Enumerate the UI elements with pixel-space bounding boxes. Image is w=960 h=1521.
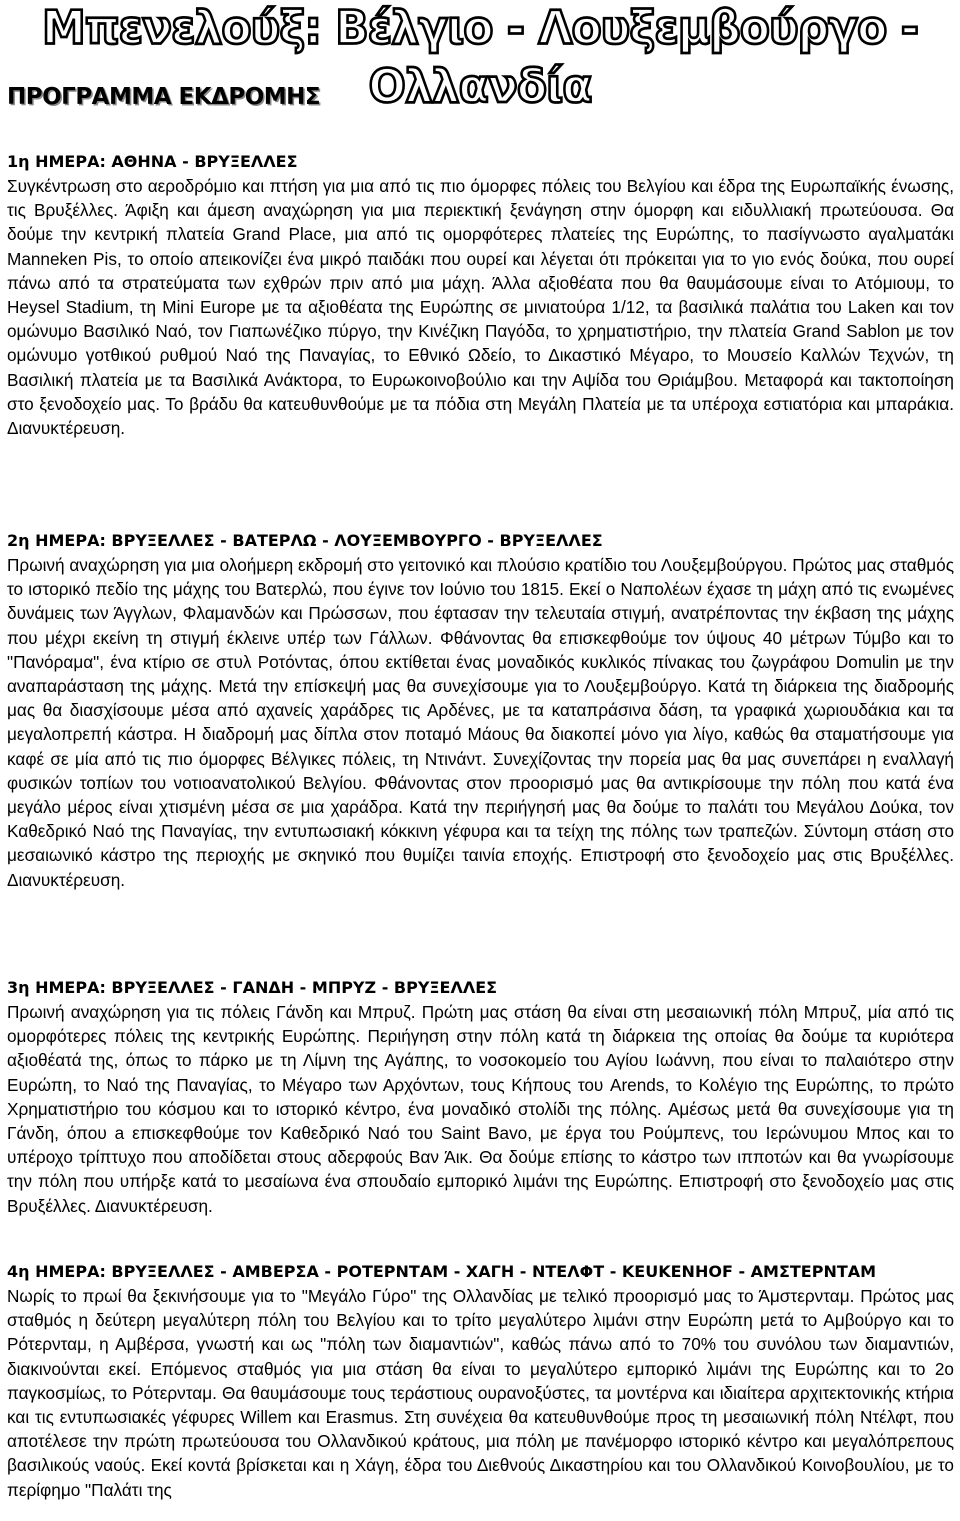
day-description: Νωρίς το πρωί θα ξεκινήσουμε για το "Μεγάλο Γύρο" της Ολλανδίας με τελικό προορισμό μας το Άμστερνταμ. Πρώτος μας σταθμός η δεύτερη μεγαλύτερη πόλη του Βελγίου και το τρίτο μεγαλύτερο λιμάνι στην Ευρώπη μετά το Αμβούργο και το Ρότερνταμ, η Αμβέρσα, γνωστή και ως "πόλη των διαμαντιών", καθώς πάνω από το 70% του συνόλου των διαμαντιών, διακινούνται εκεί. Επόμενος σταθμός για μια στάση θα είναι το μεγαλύτερο εμπορικό λιμάνι της Ευρώπης και το 2ο παγκοσμίως, το Ρότερνταμ. Θα θαυμάσουμε τους τεράστιους ουρανοξύστες, τα μοντέρνα και ιδιαίτερα αρχιτεκτονικής κτήρια και τις εντυπωσιακές γέφυρες Willem και Erasmus. Στη συνέχεια θα κατευθυνθούμε προς τη μεσαιωνική πόλη Ντέλφτ, που αποτέλεσε την πρώτη πρωτεύουσα του Ολλανδικού κράτους, μια πόλη με πανέμορφο ιστορικό κέντρο και μεγαλόπρεπους βασιλικούς ναούς. Εκεί κοντά βρίσκεται και η Χάγη, έδρα του Διεθνούς Δικαστηρίου και του Ολλανδικού Κοινοβουλίου, με το περίφημο "Παλάτι της (7, 1286, 954, 1500)
day-heading: 4η ΗΜΕΡΑ: ΒΡΥΞΕΛΛΕΣ - ΑΜΒΕΡΣΑ - ΡΟΤΕΡΝΤΑΜ - ΧΑΓΗ - ΝΤΕΛΦΤ - KEUKENHOF - ΑΜΣΤΕΡΝΤΑΜ (7, 1262, 877, 1281)
day-section-4 (7, 1260, 954, 1502)
day-section-3 (7, 976, 954, 1218)
day-description: Πρωινή αναχώρηση για τις πόλεις Γάνδη και Μπρυζ. Πρώτη μας στάση θα είναι στη μεσαιωνική πόλη Μπρυζ, μία από τις ομορφότερες πόλεις της κεντρικής Ευρώπης. Περιήγηση στην πόλη κατά τη διάρκεια της οποίας θα δούμε τα κυριότερα αξιοθέατά της, όπως το πάρκο με τη Λίμνη της Αγάπης, το νοσοκομείο του Αγίου Ιωάννη, που είναι το παλαιότερο στην Ευρώπη, το Ναό της Παναγίας, το Μέγαρο των Αρχόντων, τους Κήπους του Arends, το Κολέγιο της Ευρώπης, το πρώτο Χρηματιστήριο του κόσμου και το ιστορικό κέντρο, ένα μοναδικό στολίδι της πόλης. Αμέσως μετά θα συνεχίσουμε για τη Γάνδη, όπου a επισκεφθούμε τον Καθεδρικό Ναό του Saint Bavo, με έργα του Ρούμπενς, του Ιερώνυμου Μπος και το υπέροχο τρίπτυχο που αποδίδεται στους αδερφούς Βαν Άικ. Θα δούμε επίσης το κάστρο των ιπποτών και θα γνωρίσουμε την πόλη που υπήρξε κατά το μεσαίωνα ένα σπουδαίο εμπορικό λιμάνι της Ευρώπης. Επιστροφή στο ξενοδοχείο μας στις Βρυξέλλες. Διανυκτέρευση. (7, 1002, 954, 1216)
document-title: Μπενελούξ: Βέλγιο - Λουξεμβούργο - Ολλανδία (42, 1, 918, 114)
day-description: Πρωινή αναχώρηση για μια ολοήμερη εκδρομή στο γειτονικό και πλούσιο κρατίδιο του Λουξεμβούργου. Πρώτος μας σταθμός το ιστορικό πεδίο της μάχης του Βατερλώ, που έγινε τον Ιούνιο του 1815. Εκεί ο Ναπολέων έχασε τη μάχη από τις ενωμένες δυνάμεις των Άγγλων, Φλαμανδών και Πρώσσων, που έφτασαν την τελευταία στιγμή, ανατρέποντας την έκβαση της μάχης που μέχρι εκείνη τη στιγμή έκλεινε υπέρ των Γάλλων. Φθάνοντας θα επισκεφθούμε τον ύψους 40 μέτρων Τύμβο και το "Πανόραμα", ένα κτίριο σε στυλ Ροτόντας, όπου εκτίθεται ένας μοναδικός κυκλικός πίνακας του ζωγράφου Domulin με την αναπαράσταση της μάχης. Μετά την επίσκεψή μας θα συνεχίσουμε για το Λουξεμβούργο. Κατά τη διάρκεια της διαδρομής μας θα διασχίσουμε μέσα από αχανείς χαράδρες τις Αρδένες, με τα καταπράσινα δάση, τα γραφικά χωριουδάκια και τα μεγαλοπρεπή κάστρα. Η διαδρομή μας δίπλα στον ποταμό Μάους θα διακοπεί μόνο για λίγο, καθώς θα σταματήσουμε για καφέ σε μία από τις πιο όμορφες Βέλγικες πόλεις, τη Ντινάντ. Συνεχίζοντας την πορεία μας θα μας συνεπάρει η εναλλαγή φυσικών τοπίων του νοτιοανατολικού Βελγίου. Φθάνοντας στον προορισμό μας θα αντικρίσουμε την πόλη που κατά ένα μεγάλο μέρος είναι χτισμένη μέσα σε μια χαράδρα. Κατά την περιήγησή μας θα δούμε το παλάτι του Μεγάλου Δούκα, τον Καθεδρικό Ναό της Παναγίας, την εντυπωσιακή κόκκινη γέφυρα και τα τείχη της πόλης των τραπεζών. Σύντομη στάση στο μεσαιωνικό κάστρο της περιοχής με σκηνικό που θυμίζει ταινία εποχής. Επιστροφή στο ξενοδοχείο μας στις Βρυξέλλες. Διανυκτέρευση. (7, 555, 955, 890)
day-heading: 1η ΗΜΕΡΑ: ΑΘΗΝΑ - ΒΡΥΞΕΛΛΕΣ (7, 152, 298, 171)
day-heading: 3η ΗΜΕΡΑ: ΒΡΥΞΕΛΛΕΣ - ΓΑΝΔΗ - ΜΠΡΥΖ - ΒΡΥΞΕΛΛΕΣ (7, 978, 498, 997)
day-section-2 (7, 529, 954, 892)
day-heading: 2η ΗΜΕΡΑ: ΒΡΥΞΕΛΛΕΣ - ΒΑΤΕΡΛΩ - ΛΟΥΞΕΜΒΟΥΡΓΟ - ΒΡΥΞΕΛΛΕΣ (7, 531, 603, 550)
day-description: Συγκέντρωση στο αεροδρόμιο και πτήση για μια από τις πιο όμορφες πόλεις του Βελγίου και έδρα της Ευρωπαϊκής ένωσης, τις Βρυξέλλες. Άφιξη και άμεση αναχώρηση για μια περιεκτική ξενάγηση στην όμορφη και ειδυλλιακή πρωτεύουσα. Θα δούμε την κεντρική πλατεία Grand Place, μια από τις ομορφότερες πλατείες της Ευρώπης, το πασίγνωστο αγαλματάκι Manneken Pis, το οποίο απεικονίζει ένα μικρό παιδάκι που ουρεί και λέγεται ότι πρόκειται για το γιο ενός δούκα, που ουρεί πάνω από τα στρατεύματα των εχθρών πριν από μια μάχη. Άλλα αξιοθέατα που θα θαυμάσουμε είναι το Ατόμιουμ, το Heysel Stadium, τη Mini Europe με τα αξιοθέατα της Ευρώπης σε μινιατούρα 1/12, τα βασιλικά παλάτια του Laken και τον ομώνυμο Βασιλικό Ναό, τον Γιαπωνέζικο πύργο, την Κινέζικη Παγόδα, το χρηματιστήριο, την πλατεία Grand Sablon με τον ομώνυμο γοτθικού ρυθμού Ναό της Παναγίας, το Εθνικό Ωδείο, το Δικαστικό Μέγαρο, το Μουσείο Καλλών Τεχνών, τη Βασιλική πλατεία με τα Βασιλικά Ανάκτορα, το Ευρωκοινοβούλιο και την Αψίδα του Θριάμβου. Μεταφορά και τακτοποίηση στο ξενοδοχείο μας. Το βράδυ θα κατευθυνθούμε με τα πόδια στη Μεγάλη Πλατεία με τα υπέροχα εστιατόρια και μπαράκια. Διανυκτέρευση. (7, 176, 954, 439)
program-title: ΠΡΟΓΡΑΜΜΑ ΕΚΔΡΟΜΗΣ (7, 84, 321, 110)
day-section-1 (7, 150, 954, 440)
